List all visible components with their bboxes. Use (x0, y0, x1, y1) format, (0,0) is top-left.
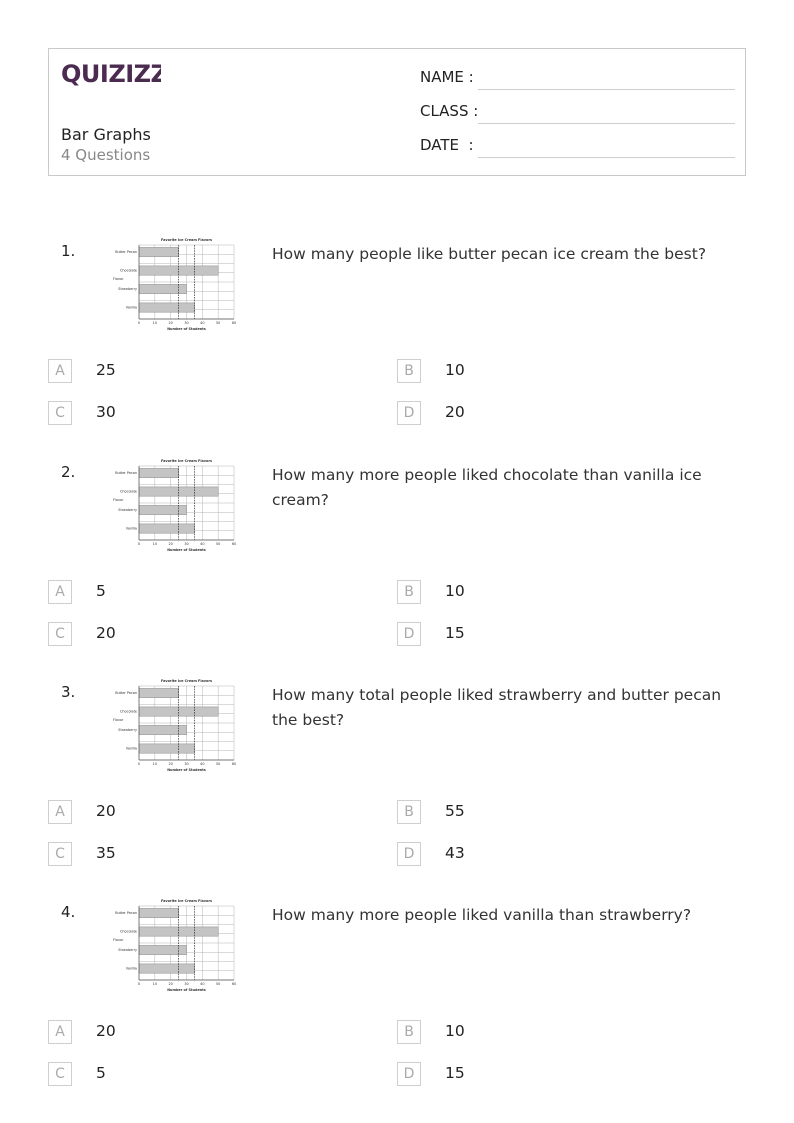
chart-title: Favorite Ice Cream Flavors (160, 459, 213, 463)
bar-graph-image (113, 673, 243, 773)
category-label: Vanilla (125, 526, 137, 531)
category-label: Chocolate (120, 709, 137, 714)
x-tick-label: 60 (231, 321, 237, 325)
option-letter-box[interactable]: A (48, 580, 72, 604)
x-tick-label: 50 (216, 762, 221, 766)
x-axis-label: Number of Students (167, 548, 206, 552)
y-axis-label: Flavor (113, 277, 124, 281)
bar (139, 247, 179, 256)
option-letter-box[interactable]: A (48, 800, 72, 824)
date-line[interactable] (478, 157, 735, 158)
x-tick-label: 50 (216, 321, 221, 325)
option-letter-box[interactable]: C (48, 842, 72, 866)
category-label: Strawberry (118, 728, 137, 733)
category-label: Butter Pecan (115, 250, 137, 255)
x-tick-label: 0 (137, 321, 141, 325)
option-value: 25 (96, 361, 116, 379)
bar (139, 303, 194, 312)
question-4 (0, 899, 794, 1123)
chart-title: Favorite Ice Cream Flavors (160, 679, 213, 683)
option-value: 10 (445, 1022, 465, 1040)
date-field[interactable] (420, 136, 735, 158)
x-tick-label: 10 (152, 982, 157, 986)
x-tick-label: 10 (152, 542, 157, 546)
x-tick-label: 10 (152, 321, 157, 325)
bar-graph-image (113, 453, 243, 553)
bar (139, 964, 194, 973)
y-axis-label: Flavor (113, 718, 124, 722)
question-text: How many total people liked strawberry and butter pecan the best? (272, 686, 722, 729)
chart-title: Favorite Ice Cream Flavors (160, 238, 213, 242)
option-value: 10 (445, 582, 465, 600)
option-value: 55 (445, 802, 465, 820)
category-label: Vanilla (125, 305, 137, 310)
option-letter-box[interactable]: C (48, 622, 72, 646)
category-label: Chocolate (120, 268, 137, 273)
class-field[interactable] (420, 102, 735, 124)
x-tick-label: 40 (200, 542, 205, 546)
question-text: How many more people liked vanilla than strawberry? (272, 906, 692, 924)
x-axis-label: Number of Students (167, 768, 206, 772)
option-letter-box[interactable]: C (48, 1062, 72, 1086)
bar-graph-image (113, 232, 243, 332)
category-label: Chocolate (120, 929, 137, 934)
option-letter-box[interactable]: D (397, 842, 421, 866)
option-letter-box[interactable]: C (48, 401, 72, 425)
question-2 (0, 459, 794, 683)
option-letter-box[interactable]: D (397, 1062, 421, 1086)
option-value: 5 (96, 582, 106, 600)
class-label: CLASS : (420, 102, 479, 120)
question-1 (0, 238, 794, 462)
x-tick-label: 30 (184, 321, 189, 325)
option-letter-box[interactable]: D (397, 622, 421, 646)
question-text: How many more people liked chocolate than vanilla ice cream? (272, 466, 702, 509)
name-label: NAME : (420, 68, 474, 86)
x-tick-label: 40 (200, 762, 205, 766)
x-tick-label: 50 (216, 982, 221, 986)
date-label: DATE : (420, 136, 474, 154)
option-letter-box[interactable]: B (397, 359, 421, 383)
bar (139, 744, 194, 753)
question-number: 1. (61, 242, 76, 260)
category-label: Strawberry (118, 948, 137, 953)
question-number: 3. (61, 683, 76, 701)
bar-graph-image (113, 893, 243, 993)
category-label: Strawberry (118, 287, 137, 292)
option-value: 30 (96, 403, 116, 421)
x-tick-label: 20 (168, 542, 173, 546)
category-label: Butter Pecan (115, 471, 137, 476)
x-tick-label: 0 (137, 982, 141, 986)
question-text: How many people like butter pecan ice cream the best? (272, 245, 707, 263)
svg-text:QUIZIZZ: QUIZIZZ (61, 60, 161, 88)
option-value: 20 (445, 403, 465, 421)
x-tick-label: 20 (168, 982, 173, 986)
class-line[interactable] (478, 123, 735, 124)
option-value: 20 (96, 624, 116, 642)
x-tick-label: 30 (184, 982, 189, 986)
x-tick-label: 0 (137, 762, 141, 766)
y-axis-label: Flavor (113, 498, 124, 502)
x-tick-label: 40 (200, 321, 205, 325)
chart-title: Favorite Ice Cream Flavors (160, 899, 213, 903)
worksheet-title: Bar Graphs (61, 125, 151, 144)
category-label: Butter Pecan (115, 691, 137, 696)
option-value: 20 (96, 1022, 116, 1040)
option-letter-box[interactable]: D (397, 401, 421, 425)
option-value: 5 (96, 1064, 106, 1082)
quizizz-logo (61, 59, 161, 93)
option-value: 15 (445, 624, 465, 642)
category-label: Vanilla (125, 966, 137, 971)
bar (139, 524, 194, 533)
worksheet-header (48, 48, 746, 176)
bar (139, 505, 187, 514)
x-tick-label: 50 (216, 542, 221, 546)
option-letter-box[interactable]: B (397, 580, 421, 604)
x-tick-label: 60 (231, 542, 237, 546)
x-tick-label: 20 (168, 762, 173, 766)
question-number: 2. (61, 463, 76, 481)
category-label: Strawberry (118, 508, 137, 513)
bar (139, 284, 187, 293)
x-tick-label: 30 (184, 542, 189, 546)
bar (139, 908, 179, 917)
name-line[interactable] (478, 89, 735, 90)
option-value: 15 (445, 1064, 465, 1082)
category-label: Chocolate (120, 489, 137, 494)
name-field[interactable] (420, 68, 735, 90)
option-letter-box[interactable]: A (48, 1020, 72, 1044)
question-count: 4 Questions (61, 146, 151, 164)
option-value: 20 (96, 802, 116, 820)
bar (139, 945, 187, 954)
x-tick-label: 10 (152, 762, 157, 766)
bar (139, 468, 179, 477)
option-letter-box[interactable]: B (397, 1020, 421, 1044)
x-tick-label: 0 (137, 542, 141, 546)
option-value: 10 (445, 361, 465, 379)
x-axis-label: Number of Students (167, 988, 206, 992)
x-tick-label: 60 (231, 762, 237, 766)
option-letter-box[interactable]: B (397, 800, 421, 824)
x-tick-label: 20 (168, 321, 173, 325)
question-3 (0, 679, 794, 903)
option-letter-box[interactable]: A (48, 359, 72, 383)
category-label: Vanilla (125, 746, 137, 751)
x-tick-label: 60 (231, 982, 237, 986)
category-label: Butter Pecan (115, 911, 137, 916)
y-axis-label: Flavor (113, 938, 124, 942)
option-value: 43 (445, 844, 465, 862)
question-number: 4. (61, 903, 76, 921)
bar (139, 725, 187, 734)
x-tick-label: 40 (200, 982, 205, 986)
bar (139, 688, 179, 697)
x-axis-label: Number of Students (167, 327, 206, 331)
x-tick-label: 30 (184, 762, 189, 766)
option-value: 35 (96, 844, 116, 862)
